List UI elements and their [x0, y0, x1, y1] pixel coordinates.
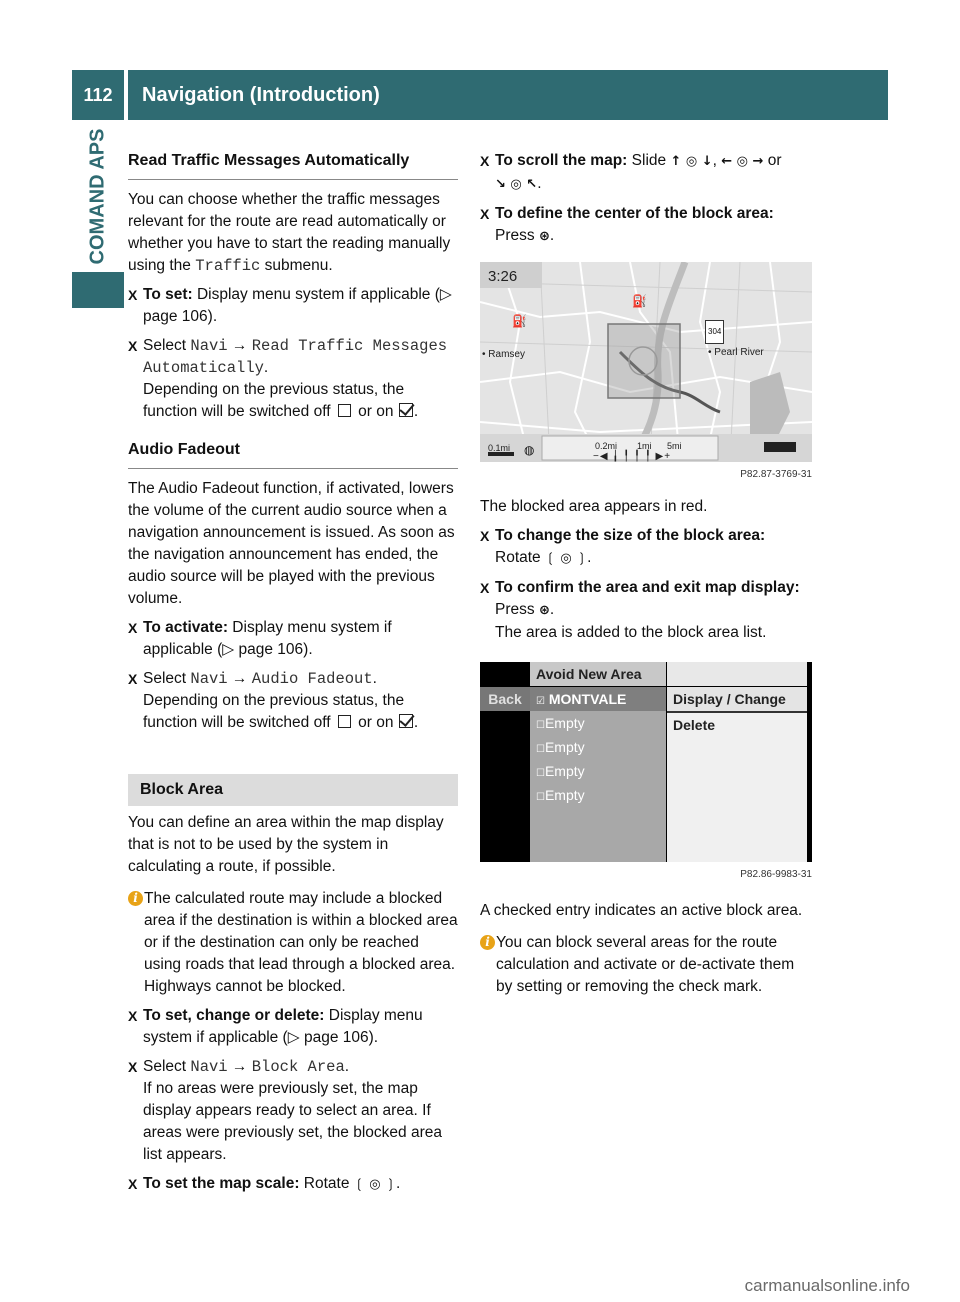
paragraph: You can choose whether the traffic messages relevant for the route are read automatically or whether you have to start the reading manually using the Traffic submenu.	[128, 191, 451, 275]
info-note: i The calculated route may include a blocked area if the destination is within a blocked area or if the destination can only be reached using roads that lead through a blocked area. Highways cannot be blocked.	[128, 888, 458, 998]
list-item-selected[interactable]: ☑ MONTVALE	[530, 687, 666, 711]
scale-value: 5mi	[667, 441, 682, 451]
section-heading-block-area: Block Area	[128, 774, 458, 806]
map-display[interactable]	[480, 262, 812, 462]
scale-bar[interactable]: −◀ ╽ ╿ ╿ ╿ ▶+	[593, 451, 672, 462]
step: X To set: Display menu system if applicable (▷ page 106).	[128, 286, 452, 325]
action-panel	[667, 687, 810, 862]
step: X Select Navi → Audio Fadeout. Depending on the previous status, the function will be switched off or on .	[128, 670, 419, 731]
step-arrow-icon: X	[128, 1059, 138, 1075]
step: X To confirm the area and exit map display: Press ⊛. The area is added to the block area list.	[480, 579, 800, 641]
checkbox-empty-icon	[338, 404, 351, 417]
knob-slide-updown-icon: ↑ ◎ ↓	[670, 154, 713, 169]
page-ref-icon: ▷	[439, 286, 452, 303]
checkbox-empty-icon: ☐	[536, 792, 545, 803]
step: X To set, change or delete: Display menu system if applicable (▷ page 106).	[128, 1007, 423, 1046]
step: X To scroll the map: Slide ↑ ◎ ↓, ← ◎ → or ↘ ◎ ↖.	[480, 152, 782, 192]
page-number: 112	[72, 70, 124, 120]
menu-figure	[480, 662, 812, 886]
paragraph: You can define an area within the map display that is not to be used by the system in calculating a route, if possible.	[128, 814, 444, 875]
side-tab: COMAND APS	[86, 128, 109, 264]
step-arrow-icon: X	[128, 671, 138, 687]
paragraph: The Audio Fadeout function, if activated, lowers the volume of the current audio source when a navigation announcement is issued. As soon as the navigation announcement has ended, the audio source will be played with the previous volume.	[128, 480, 455, 607]
delete-button[interactable]: Delete	[673, 717, 716, 733]
chapter-title: Navigation (Introduction)	[128, 70, 888, 120]
route-shield: 304	[705, 320, 724, 344]
fuel-station-icon: ⛽	[512, 314, 527, 328]
section-heading-traffic: Read Traffic Messages Automatically	[128, 150, 458, 180]
paragraph: The blocked area appears in red.	[480, 498, 708, 515]
page-ref-icon: ▷	[287, 1029, 300, 1046]
knob-rotate-icon: ❲ ◎ ❳	[544, 551, 588, 566]
display-change-button[interactable]: Display / Change	[667, 687, 807, 713]
step: X Select Navi → Read Traffic Messages Automatically. Depending on the previous status, the function will be switched off or on .	[128, 337, 448, 420]
knob-rotate-icon: ❲ ◎ ❳	[353, 1177, 396, 1192]
knob-slide-diagonal-icon: ↘ ◎ ↖	[495, 177, 538, 192]
step-arrow-icon: X	[480, 580, 490, 596]
checkbox-empty-icon	[338, 715, 351, 728]
step-arrow-icon: X	[480, 528, 490, 544]
page-ref-link[interactable]: page 106	[143, 308, 208, 325]
figure-caption: P82.86-9983-31	[740, 869, 812, 880]
checkbox-checked-icon	[399, 714, 413, 728]
map-place-label: • Ramsey	[482, 349, 525, 360]
step-arrow-icon: X	[128, 1008, 138, 1024]
info-icon: i	[480, 935, 495, 950]
compass-icon: ◍	[524, 443, 535, 457]
left-column	[128, 150, 458, 1196]
scale-value: 1mi	[637, 441, 652, 451]
step-arrow-icon: X	[128, 287, 138, 303]
scale-value: 0.2mi	[595, 441, 618, 451]
step: X To change the size of the block area: Rotate ❲ ◎ ❳.	[480, 527, 766, 566]
checkbox-empty-icon: ☐	[536, 744, 545, 755]
list-item[interactable]: ☐Empty	[536, 763, 585, 779]
step: X To set the map scale: Rotate ❲ ◎ ❳.	[128, 1173, 458, 1196]
paragraph: A checked entry indicates an active block area.	[480, 902, 803, 919]
page-ref-link[interactable]: page 106	[303, 1029, 369, 1046]
knob-press-icon: ⊛	[538, 229, 550, 244]
right-column	[480, 150, 812, 998]
knob-press-icon: ⊛	[538, 603, 550, 618]
menu-title: Avoid New Area	[530, 662, 666, 686]
map-figure	[480, 262, 812, 486]
map-time: 3:26	[488, 268, 518, 285]
step-arrow-icon: X	[128, 620, 138, 636]
checkbox-empty-icon: ☐	[536, 720, 545, 731]
step-arrow-icon: X	[480, 153, 490, 169]
side-marker	[72, 272, 124, 308]
list-item[interactable]: ☐Empty	[536, 787, 585, 803]
step: X To define the center of the block area: Press ⊛.	[480, 205, 774, 244]
step-arrow-icon: X	[480, 206, 490, 222]
info-icon: i	[128, 891, 143, 906]
checkbox-empty-icon: ☐	[536, 768, 545, 779]
checkbox-checked-icon	[399, 403, 413, 417]
page-ref-icon: ▷	[222, 641, 235, 658]
section-heading-audio: Audio Fadeout	[128, 439, 458, 469]
step: X To activate: Display menu system if applicable (▷ page 106).	[128, 619, 392, 658]
footer-url[interactable]: carmanualsonline.info	[744, 1276, 910, 1295]
back-button[interactable]: Back	[480, 687, 530, 711]
list-item[interactable]: ☐Empty	[536, 739, 585, 755]
menu-list	[530, 687, 666, 862]
page-ref-link[interactable]: page 106	[238, 641, 304, 658]
fuel-station-icon: ⛽	[632, 294, 647, 308]
checkbox-checked-icon: ☑	[536, 696, 545, 707]
figure-caption: P82.87-3769-31	[740, 469, 812, 480]
info-note: i You can block several areas for the route calculation and activate or de-activate them by setting or removing the check mark.	[480, 932, 812, 998]
block-area-menu	[480, 662, 812, 862]
scale-label: 0.1mi	[488, 443, 511, 453]
step: X Select Navi → Block Area. If no areas were previously set, the map display appears ready to select an area. If areas were previously set, the blocked area list appears.	[128, 1058, 442, 1163]
step-arrow-icon: X	[128, 338, 138, 354]
list-item[interactable]: ☐Empty	[536, 715, 585, 731]
map-place-label: • Pearl River	[708, 347, 764, 358]
knob-slide-leftright-icon: ← ◎ →	[721, 154, 764, 169]
step-arrow-icon: X	[128, 1176, 138, 1192]
